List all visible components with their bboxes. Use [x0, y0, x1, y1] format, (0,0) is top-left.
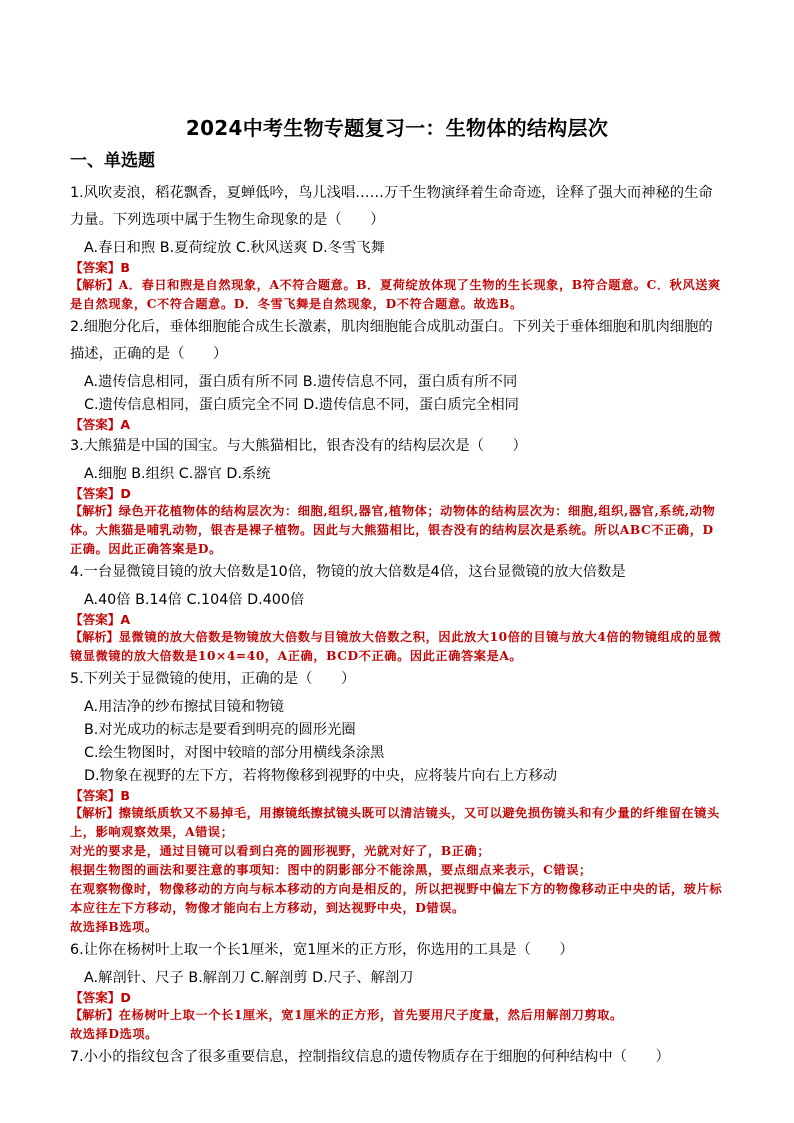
- explanation-text: A．春日和煦是自然现象，A不符合题意。B．夏荷绽放体现了生物的生长现象，B符合题意。C．秋风送爽是自然现象，C不符合题意。D．冬雪飞舞是自然现象，D不符合题意。故选B。: [70, 278, 721, 311]
- question-options: A.解剖针、尺子 B.解剖刀 C.解剖剪 D.尺子、解剖刀: [84, 970, 414, 986]
- question-options: A.春日和煦 B.夏荷绽放 C.秋风送爽 D.冬雪飞舞: [84, 240, 385, 256]
- question-7: [70, 1044, 726, 1071]
- question-option: A.用洁净的纱布擦拭目镜和物镜: [84, 699, 284, 715]
- answer-label: 【答案】: [70, 417, 121, 432]
- explanation-text: 擦镜纸质软又不易掉毛，用擦镜纸擦拭镜头既可以清洁镜头，又可以避免损伤镜头和有少量的纤维留在镜头上，影响观察效果，A错误； 对光的要求是，通过目镜可以看到白亮的圆形视野，光就对好了，B正确； 根据生物图的画法和要注意的事项知：图中的阴影部分不能涂黑，要点细点来表示，C错误； 在观察物像时，物像移动的方向与标本移动的方向是相反的，所以把视野中偏左下方的物像移动正中央的话，玻片标本应往左下方移动，物像才能向右上方移动，到达视野中央，D错误。 故选择B选项。: [70, 806, 723, 934]
- question-stem: 4.一台显微镜目镜的放大倍数是10倍，物镜的放大倍数是4倍，这台显微镜的放大倍数是: [70, 564, 626, 580]
- explanation: [70, 804, 726, 937]
- explanation-text: 显微镜的放大倍数是物镜放大倍数与目镜放大倍数之积，因此放大10倍的目镜与放大4倍的物镜组成的显微镜显微镜的放大倍数是10×4=40，A正确，BCD不正确。因此正确答案是A。: [70, 630, 722, 663]
- answer-line: [70, 485, 726, 502]
- answer-line: [70, 611, 726, 628]
- question-stem: 3.大熊猫是中国的国宝。与大熊猫相比，银杏没有的结构层次是（ ）: [70, 438, 527, 454]
- explain-label: 【解析】: [70, 806, 119, 820]
- answer-value: D: [120, 990, 131, 1005]
- explain-label: 【解析】: [70, 1008, 119, 1022]
- answer-line: [70, 787, 726, 804]
- document-title: 2024中考生物专题复习一：生物体的结构层次: [185, 116, 609, 140]
- answer-value: B: [120, 788, 130, 803]
- question-options: A.细胞 B.组织 C.器官 D.系统: [84, 466, 271, 482]
- question-option: B.对光成功的标志是要看到明亮的圆形光圈: [84, 722, 356, 738]
- answer-label: 【答案】: [70, 990, 121, 1005]
- question-stem: 7.小小的指纹包含了很多重要信息，控制指纹信息的遗传物质存在于细胞的何种结构中（ ）: [70, 1049, 670, 1065]
- question-stem: 6.让你在杨树叶上取一个长1厘米，宽1厘米的正方形，你选用的工具是（ ）: [70, 942, 574, 958]
- question-stem: 5.下列关于显微镜的使用，正确的是（ ）: [70, 671, 356, 687]
- answer-label: 【答案】: [70, 612, 121, 627]
- explain-label: 【解析】: [70, 630, 119, 644]
- explanation: [70, 628, 726, 666]
- question-option: D.物象在视野的左下方，若将物像移到视野的中央，应将装片向右上方移动: [84, 768, 558, 784]
- answer-label: 【答案】: [70, 486, 121, 501]
- answer-value: D: [120, 486, 131, 501]
- answer-label: 【答案】: [70, 788, 121, 803]
- question-list: [70, 180, 726, 1071]
- answer-line: [70, 416, 726, 433]
- explain-label: 【解析】: [70, 504, 119, 518]
- section-heading: 一、单选题: [70, 151, 155, 171]
- question-6: [70, 937, 726, 1044]
- question-option: C.遗传信息相同，蛋白质完全不同 D.遗传信息不同，蛋白质完全相同: [84, 397, 519, 413]
- answer-value: A: [120, 612, 131, 627]
- answer-value: A: [120, 417, 131, 432]
- explain-label: 【解析】: [70, 278, 119, 292]
- explanation-text: 绿色开花植物体的结构层次为：细胞,组织,器官,植物体；动物体的结构层次为：细胞,组织,器官,系统,动物体。大熊猫是哺乳动物，银杏是裸子植物。因此与大熊猫相比，银杏没有的结构层次是系统。所以ABC不正确，D正确。因此正确答案是D。: [70, 504, 716, 556]
- question-5: [70, 666, 726, 937]
- question-3: [70, 433, 726, 559]
- question-option: A.遗传信息相同，蛋白质有所不同 B.遗传信息不同，蛋白质有所不同: [84, 374, 518, 390]
- question-option: C.绘生物图时，对图中较暗的部分用横线条涂黑: [84, 745, 385, 761]
- explanation: [70, 276, 726, 314]
- question-4: [70, 559, 726, 666]
- question-stem: 2.细胞分化后，垂体细胞能合成生长激素，肌肉细胞能合成肌动蛋白。下列关于垂体细胞和肌肉细胞的描述，正确的是（ ）: [70, 319, 713, 362]
- answer-line: [70, 259, 726, 276]
- explanation: [70, 502, 726, 559]
- explanation: [70, 1006, 726, 1044]
- question-1: [70, 180, 726, 314]
- question-2: [70, 314, 726, 433]
- question-options: A.40倍 B.14倍 C.104倍 D.400倍: [84, 592, 305, 608]
- question-stem: 1.风吹麦浪，稻花飘香，夏蝉低吟，鸟儿浅唱……万千生物演绎着生命奇迹，诠释了强大而神秘的生命力量。下列选项中属于生物生命现象的是（ ）: [70, 185, 713, 228]
- answer-line: [70, 989, 726, 1006]
- answer-label: 【答案】: [70, 260, 121, 275]
- answer-value: B: [120, 260, 130, 275]
- explanation-text: 在杨树叶上取一个长1厘米，宽1厘米的正方形，首先要用尺子度量，然后用解剖刀剪取。 故选择D选项。: [70, 1008, 623, 1041]
